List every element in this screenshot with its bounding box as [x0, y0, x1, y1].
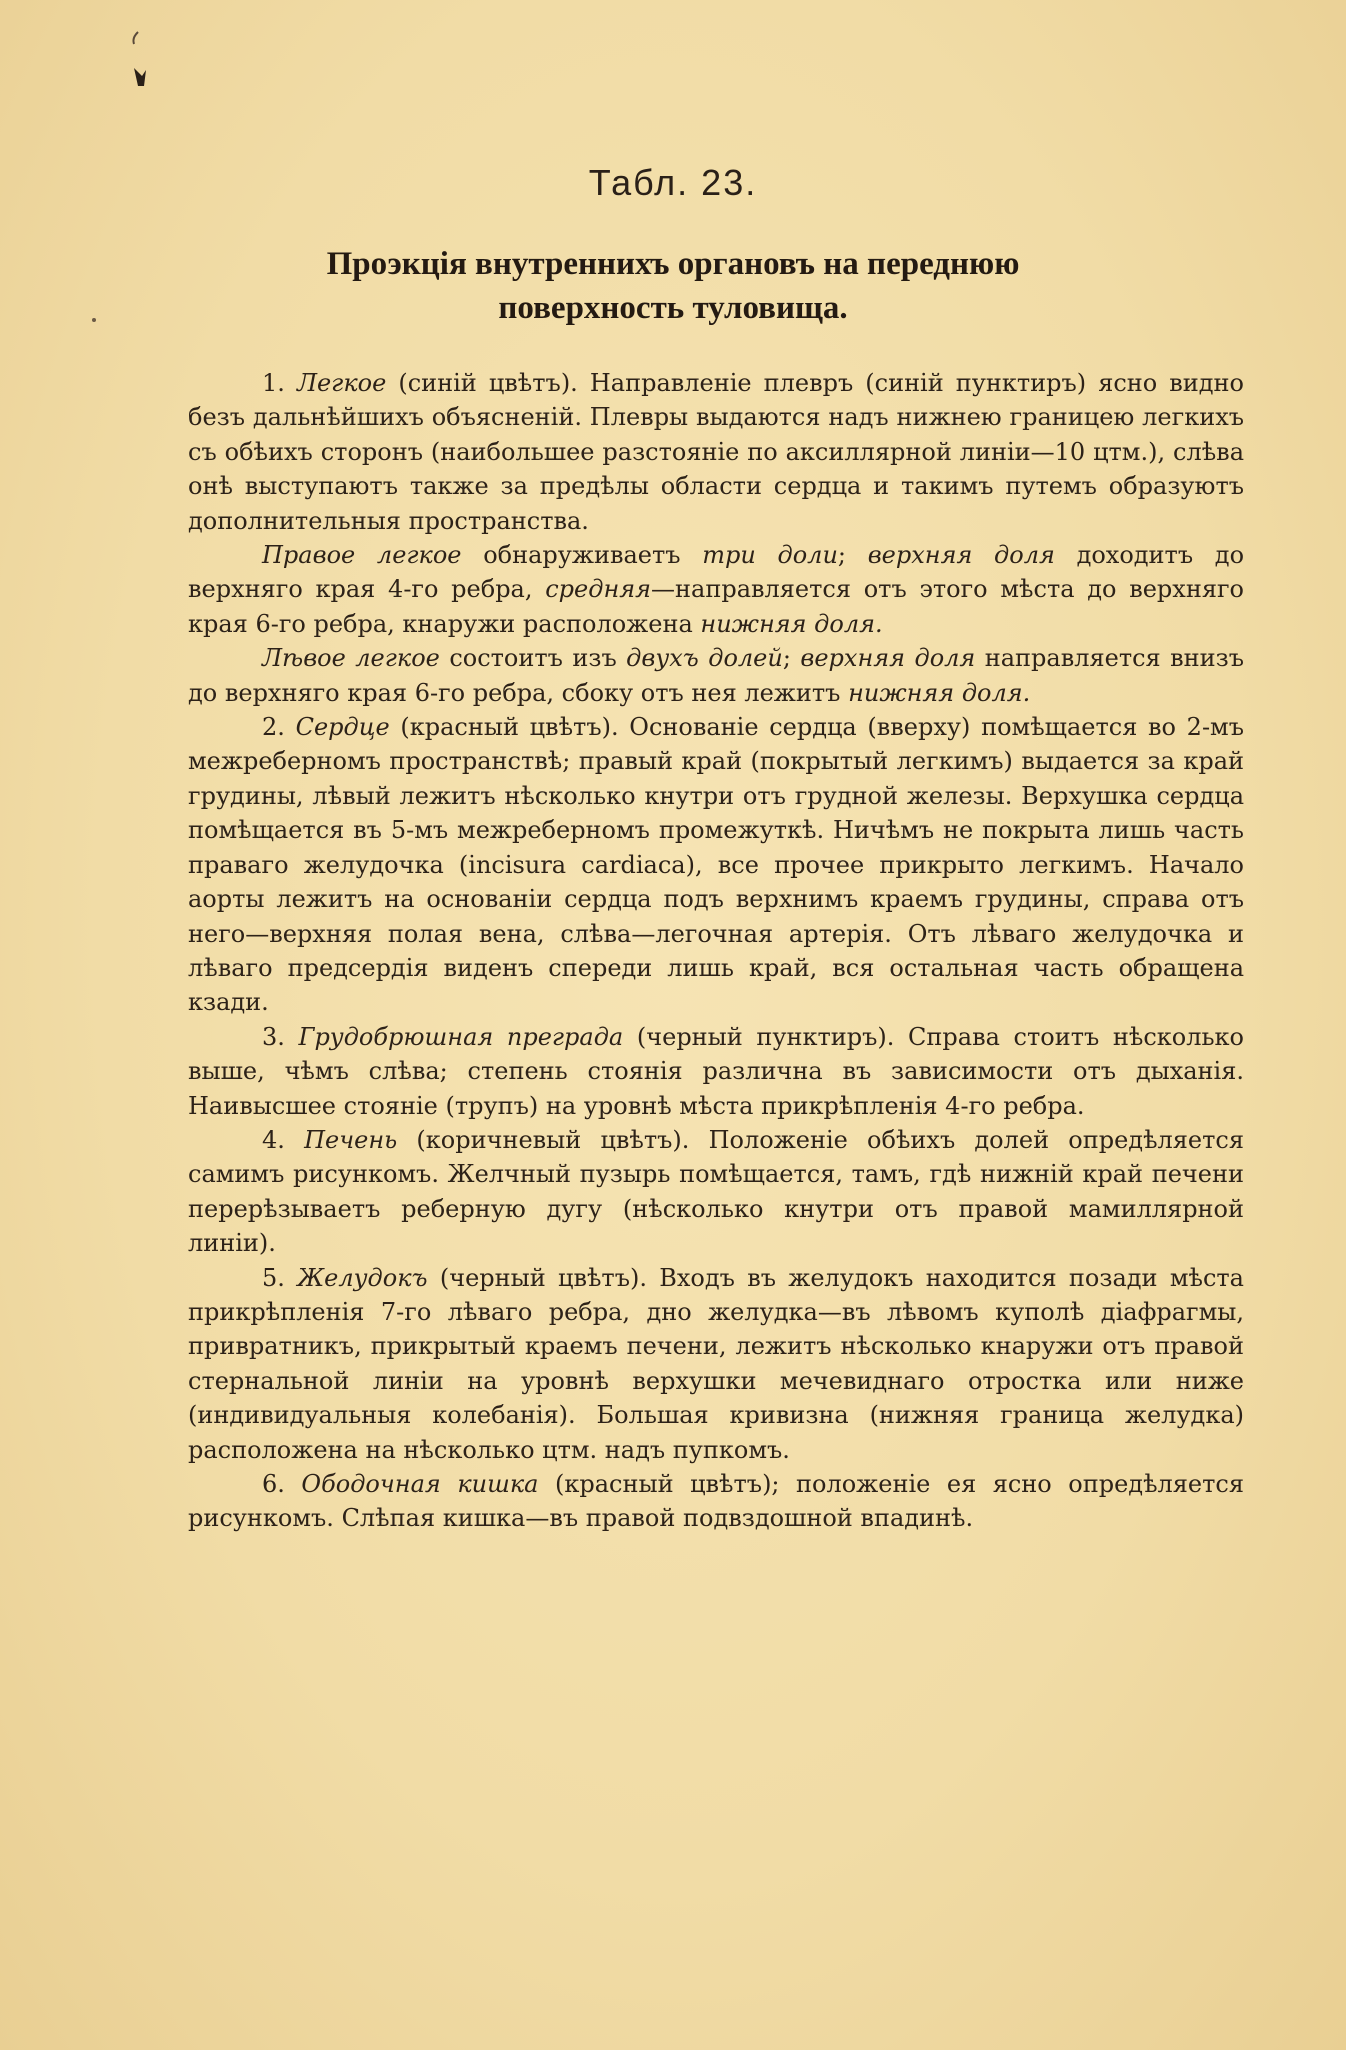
text-run: ; — [782, 644, 801, 673]
italic-term: двухъ долей — [626, 644, 783, 673]
text-run: ; — [837, 541, 868, 570]
italic-term: Сердце — [295, 713, 390, 742]
body-text — [188, 366, 1244, 1536]
italic-term: Грудобрюшная преграда — [298, 1022, 624, 1051]
text-run: (красный цвѣтъ); положеніе ея ясно опредѣляется рисункомъ. Слѣпая кишка—въ правой подвздошной впадинѣ. — [188, 1470, 1244, 1533]
italic-term: Ободочная кишка — [301, 1470, 539, 1498]
italic-term: верхняя доля — [867, 541, 1055, 570]
paragraph — [188, 366, 1244, 538]
paragraph — [188, 1261, 1244, 1467]
paragraph — [188, 538, 1244, 641]
text-run: 4. — [262, 1125, 305, 1154]
text-run: 3. — [262, 1022, 299, 1051]
table-number-title: Табл. 23. — [588, 162, 758, 203]
text-run: (синій цвѣтъ). Направленіе плевръ (синій пунктиръ) ясно видно безъ дальнѣйшихъ объясненій. Плевры выдаются надъ нижнею границею легкихъ съ обѣихъ сторонъ (наибольшее разстояніе по аксиллярной линіи—10 цтм.), слѣва онѣ выступаютъ также за предѣлы области сердца и такимъ путемъ образуютъ дополнительныя пространства. — [188, 369, 1245, 535]
text-run: (черный цвѣтъ). Входъ въ желудокъ находится позади мѣста прикрѣпленія 7-го лѣваго ребра, дно желудка—въ лѣвомъ куполѣ діафрагмы, привратникъ, прикрытый краемъ печени, лежитъ нѣсколько кнаружи отъ правой стернальной линіи на уровнѣ верхушки мечевиднаго отростка или ниже (индивидуальныя колебанія). Большая кривизна (нижняя граница желудка) расположена на нѣсколько цтм. надъ пупкомъ. — [188, 1263, 1244, 1464]
italic-term: нижняя доля. — [848, 678, 1031, 707]
italic-term: средняя — [545, 575, 652, 604]
text-run: (красный цвѣтъ). Основаніе сердца (вверху) помѣщается во 2-мъ межреберномъ пространствѣ; правый край (покрытый легкимъ) выдается за край грудины, лѣвый лежитъ нѣсколько кнутри отъ грудной железы. Верхушка сердца помѣщается въ 5-мъ межреберномъ промежуткѣ. Ничѣмъ не покрыта лишь часть праваго желудочка (incisura cardiaca), все прочее прикрыто легкимъ. Начало аорты лежитъ на основаніи сердца подъ верхнимъ краемъ грудины, справа отъ него—верхняя полая вена, слѣва—легочная артерія. Отъ лѣваго желудочка и лѣваго предсердія виденъ спереди лишь край, вся остальная часть обращена кзади. — [188, 713, 1244, 1017]
text-run: (черный пунктиръ). Справа стоитъ нѣсколько выше, чѣмъ слѣва; степень стоянія различна въ зависимости отъ дыханія. Наивысшее стояніе (трупъ) на уровнѣ мѣста прикрѣпленія 4-го ребра. — [188, 1022, 1245, 1120]
text-run: состоитъ изъ — [439, 644, 627, 673]
paragraph — [188, 1020, 1244, 1123]
italic-term: Правое легкое — [262, 541, 462, 570]
text-run: (коричневый цвѣтъ). Положеніе обѣихъ долей опредѣляется самимъ рисункомъ. Желчный пузырь помѣщается, тамъ, гдѣ нижній край печени перерѣзываетъ реберную дугу (нѣсколько кнутри отъ правой мамиллярной линіи). — [188, 1125, 1244, 1258]
italic-term: Легкое — [296, 369, 387, 397]
paragraph — [188, 1467, 1244, 1536]
ink-mark-icon — [128, 30, 152, 90]
paragraph — [188, 1123, 1244, 1261]
text-run: —направляется отъ этого мѣста до верхняго края 6-го ребра, кнаружи расположена — [188, 575, 1244, 638]
italic-term: Печень — [304, 1125, 398, 1154]
text-run: 5. — [262, 1263, 298, 1292]
paragraph — [188, 641, 1244, 710]
italic-term: верхняя доля — [800, 644, 976, 673]
text-run: 6. — [262, 1470, 302, 1498]
italic-term: три доли — [702, 541, 838, 570]
italic-term: нижняя доля. — [700, 609, 883, 638]
italic-term: Желудокъ — [297, 1263, 428, 1292]
page-heading — [160, 242, 1186, 330]
heading-line-1: Проэкція внутреннихъ органовъ на переднюю — [326, 246, 1020, 282]
text-run: 2. — [262, 713, 296, 742]
text-run: 1. — [262, 369, 297, 397]
italic-term: Лѣвое легкое — [262, 644, 440, 673]
text-run: доходитъ до верхняго края 4-го ребра, — [188, 541, 1245, 604]
text-run: направляется внизъ до верхняго края 6-го ребра, сбоку отъ нея лежитъ — [188, 644, 1244, 707]
text-run: обнаруживаетъ — [461, 541, 703, 570]
speck — [92, 318, 96, 322]
paragraph — [188, 710, 1244, 1020]
heading-line-2: поверхность туловища. — [498, 290, 848, 326]
